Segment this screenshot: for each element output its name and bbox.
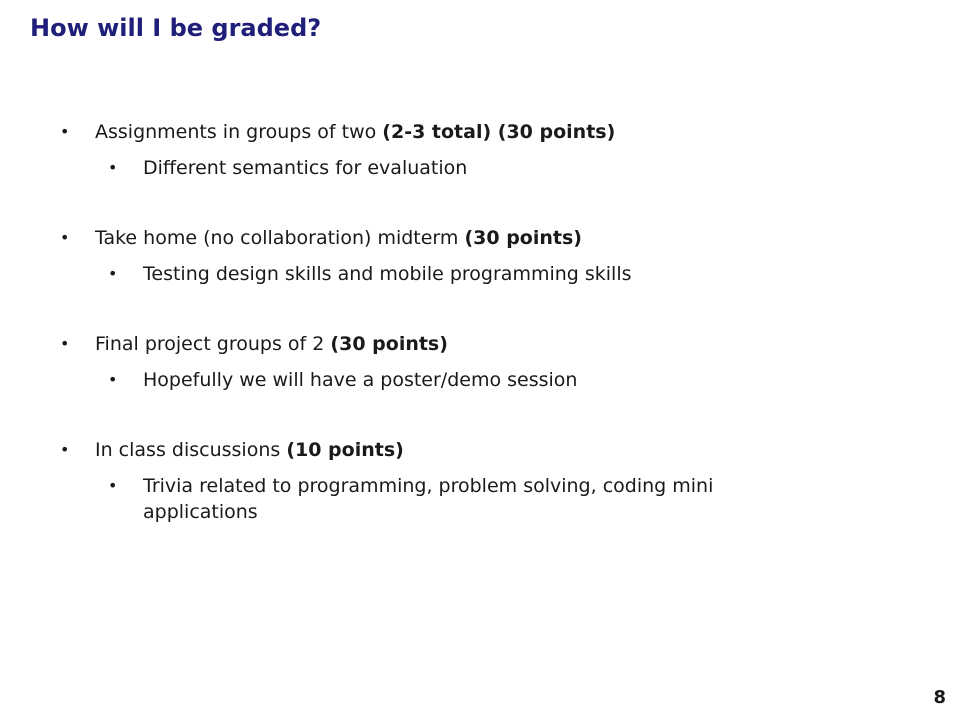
points-text: (2-3 total) (30 points) — [382, 121, 616, 143]
points-text: (30 points) — [464, 227, 582, 249]
bullet-text: In class discussions — [95, 439, 287, 461]
slide-title: How will I be graded? — [30, 14, 322, 42]
sub-bullet-item — [60, 261, 920, 287]
bullet-group-final-project — [60, 331, 920, 393]
bullet-icon: • — [60, 334, 70, 353]
bullet-icon: • — [108, 370, 118, 389]
sub-bullet-text: Testing design skills and mobile programming skills — [143, 263, 632, 285]
sub-bullet-text: Hopefully we will have a poster/demo session — [143, 369, 578, 391]
bullet-item — [60, 225, 920, 251]
bullet-icon: • — [108, 158, 118, 177]
bullet-icon: • — [60, 122, 70, 141]
sub-bullet-item — [60, 473, 793, 525]
points-text: (30 points) — [330, 333, 448, 355]
sub-bullet-item — [60, 367, 920, 393]
bullet-icon: • — [60, 228, 70, 247]
bullet-item — [60, 331, 920, 357]
bullet-text: Take home (no collaboration) midterm — [95, 227, 465, 249]
page-number: 8 — [933, 687, 946, 708]
bullet-icon: • — [60, 440, 70, 459]
bullet-text: Assignments in groups of two — [95, 121, 383, 143]
sub-bullet-item — [60, 155, 920, 181]
sub-bullet-text: Trivia related to programming, problem solving, coding mini applications — [143, 475, 714, 523]
bullet-text: Final project groups of 2 — [95, 333, 331, 355]
bullet-icon: • — [108, 264, 118, 283]
sub-bullet-text: Different semantics for evaluation — [143, 157, 468, 179]
bullet-list — [60, 119, 920, 569]
points-text: (10 points) — [286, 439, 404, 461]
bullet-icon: • — [108, 476, 118, 495]
bullet-group-assignments — [60, 119, 920, 181]
bullet-group-midterm — [60, 225, 920, 287]
bullet-group-discussions — [60, 437, 920, 525]
bullet-item — [60, 437, 920, 463]
bullet-item — [60, 119, 920, 145]
